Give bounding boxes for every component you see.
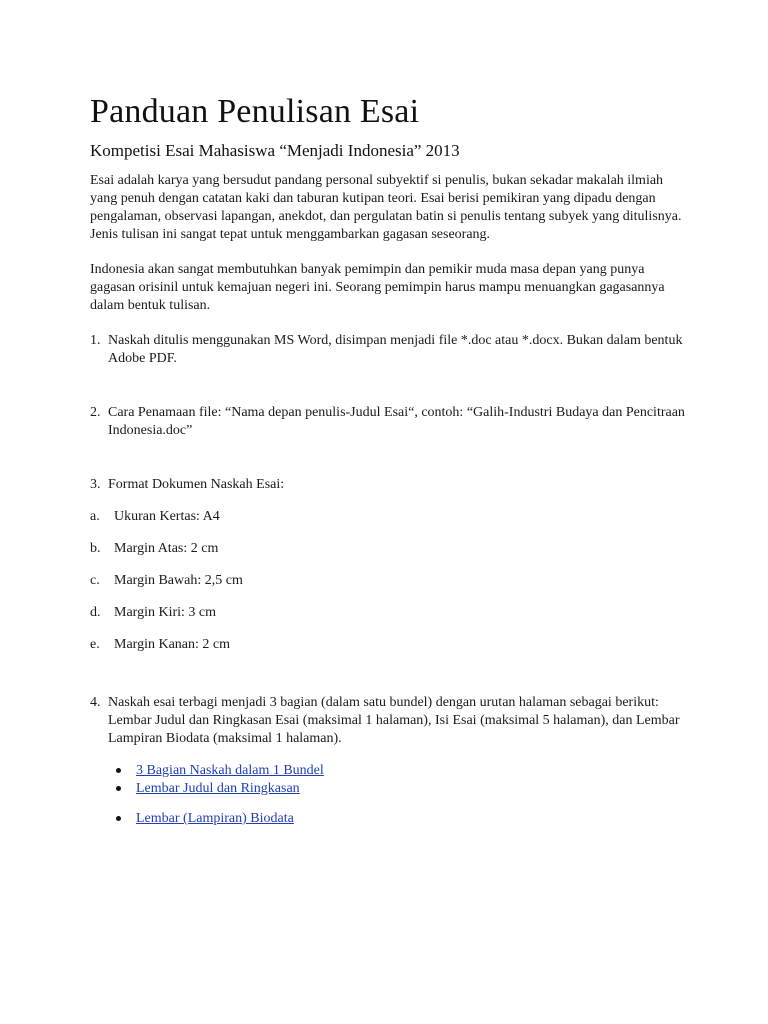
link-item xyxy=(114,780,690,798)
sub-item-text: Margin Atas: 2 cm xyxy=(114,541,219,556)
sub-marker: e. xyxy=(90,637,100,652)
list-item-text: Format Dokumen Naskah Esai: xyxy=(108,477,285,492)
format-item-paper-size xyxy=(90,508,690,526)
list-item-3 xyxy=(90,476,690,494)
sub-item-text: Ukuran Kertas: A4 xyxy=(114,509,220,524)
link-item xyxy=(114,762,690,780)
sub-item-text: Margin Kiri: 3 cm xyxy=(114,605,217,620)
sub-item-text: Margin Bawah: 2,5 cm xyxy=(114,573,243,588)
bullet-icon xyxy=(116,768,121,773)
intro-paragraph-1: Esai adalah karya yang bersudut pandang personal subyektif si penulis, bukan sekadar makalah ilmiah yang penuh dengan catatan kaki dan taburan kutipan teori. Esai berisi pemikiran yang dipadu dengan pengalaman, observasi lapangan, anekdot, dan pergulatan batin si penulis tentang subyek yang ditulisnya. Jenis tulisan ini sangat tepat untuk menggambarkan gagasan seseorang. xyxy=(90,173,682,242)
list-item-2 xyxy=(90,404,690,440)
link-item xyxy=(114,810,690,828)
list-item-4 xyxy=(90,694,690,748)
bullet-icon xyxy=(116,786,121,791)
list-marker: 1. xyxy=(90,333,101,348)
sub-marker: c. xyxy=(90,573,100,588)
document-subtitle: Kompetisi Esai Mahasiswa “Menjadi Indonesia” 2013 xyxy=(90,141,460,160)
document-page xyxy=(90,92,690,828)
document-title: Panduan Penulisan Esai xyxy=(90,93,420,130)
list-item-text: Naskah ditulis menggunakan MS Word, disimpan menjadi file *.doc atau *.docx. Bukan dalam bentuk Adobe PDF. xyxy=(108,333,683,366)
sub-marker: a. xyxy=(90,509,100,524)
intro-paragraph-2: Indonesia akan sangat membutuhkan banyak pemimpin dan pemikir muda masa depan yang punya gagasan orisinil untuk kemajuan negeri ini. Seorang pemimpin harus mampu menuangkan gagasannya dalam bentuk tulisan. xyxy=(90,262,665,313)
sub-marker: b. xyxy=(90,541,101,556)
sub-marker: d. xyxy=(90,605,101,620)
link-biodata[interactable]: Lembar (Lampiran) Biodata xyxy=(136,811,294,826)
link-title-summary[interactable]: Lembar Judul dan Ringkasan xyxy=(136,781,300,796)
list-marker: 2. xyxy=(90,405,101,420)
format-item-margin-left xyxy=(90,604,690,622)
format-item-margin-bottom xyxy=(90,572,690,590)
bullet-icon xyxy=(116,816,121,821)
list-item-text: Naskah esai terbagi menjadi 3 bagian (dalam satu bundel) dengan urutan halaman sebagai berikut: Lembar Judul dan Ringkasan Esai (maksimal 1 halaman), Isi Esai (maksimal 5 halaman), dan Lembar Lampiran Biodata (maksimal 1 halaman). xyxy=(108,695,680,746)
sub-item-text: Margin Kanan: 2 cm xyxy=(114,637,230,652)
section-links-list xyxy=(90,762,690,828)
list-marker: 3. xyxy=(90,477,101,492)
list-item-text: Cara Penamaan file: “Nama depan penulis-Judul Esai“, contoh: “Galih-Industri Budaya dan Pencitraan Indonesia.doc” xyxy=(108,405,685,438)
link-bundle-parts[interactable]: 3 Bagian Naskah dalam 1 Bundel xyxy=(136,763,324,778)
list-marker: 4. xyxy=(90,695,101,710)
format-item-margin-top xyxy=(90,540,690,558)
format-item-margin-right xyxy=(90,636,690,654)
list-item-1 xyxy=(90,332,690,368)
